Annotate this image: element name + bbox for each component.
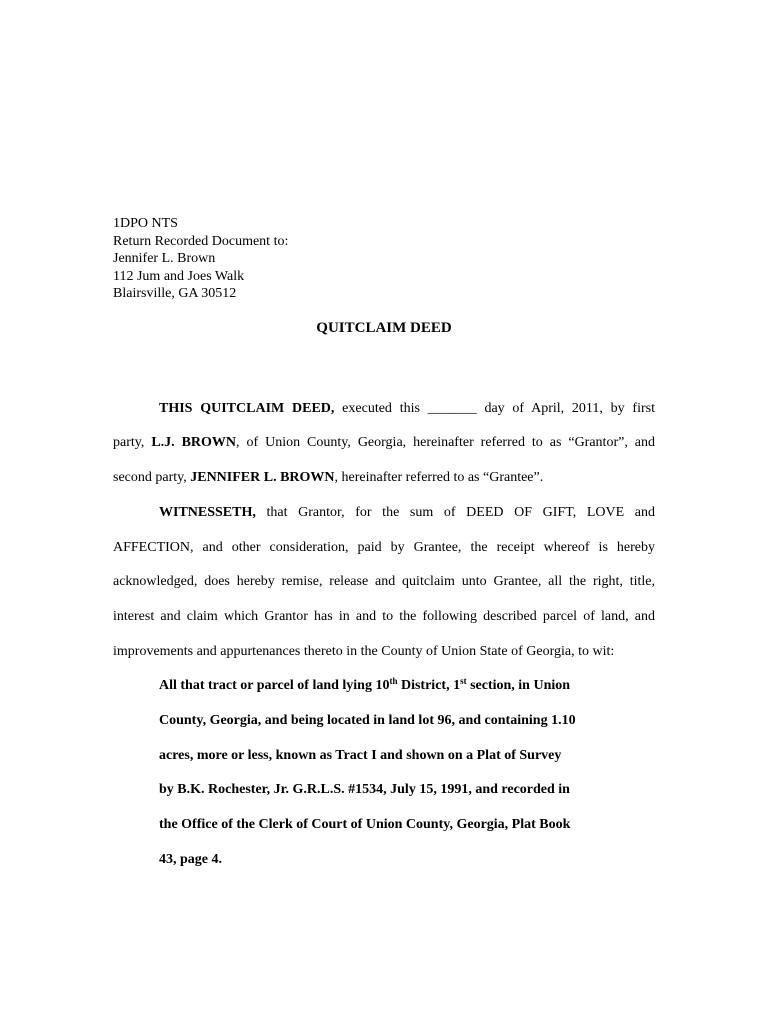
- property-line1-b: District, 1: [397, 678, 461, 693]
- para2-line4: interest and claim which Grantor has in and to the following described parcel of land, and: [113, 609, 655, 624]
- para1-line2-start: party,: [113, 435, 152, 450]
- para1-line1: [113, 400, 655, 418]
- para2-lead: WITNESSETH,: [159, 505, 256, 520]
- property-line5: the Office of the Clerk of Court of Union County, Georgia, Plat Book: [159, 817, 571, 832]
- return-address-block: [113, 215, 288, 303]
- para1-line2: [113, 434, 655, 452]
- property-line1: [159, 677, 570, 695]
- district-ordinal: th: [389, 676, 398, 686]
- para2-line1: [113, 504, 655, 522]
- property-line4: by B.K. Rochester, Jr. G.R.L.S. #1534, July 15, 1991, and recorded in: [159, 782, 570, 797]
- para2-line3: acknowledged, does hereby remise, release and quitclaim unto Grantee, all the right, title,: [113, 574, 655, 589]
- section-ordinal: st: [460, 676, 467, 686]
- para1-line3: [113, 469, 543, 487]
- property-line1-a: All that tract or parcel of land lying 10: [159, 678, 390, 693]
- grantor-name: L.J. BROWN: [151, 435, 237, 450]
- para1-lead: THIS QUITCLAIM DEED,: [159, 401, 335, 416]
- property-line6: 43, page 4.: [159, 852, 222, 867]
- property-line2: County, Georgia, and being located in land lot 96, and containing 1.10: [159, 713, 576, 728]
- para2-line1-text: that Grantor, for the sum of DEED OF GIFT, LOVE and: [255, 505, 655, 520]
- return-instruction: Return Recorded Document to:: [113, 233, 289, 249]
- para2-line2: AFFECTION, and other consideration, paid by Grantee, the receipt whereof is hereby: [113, 540, 655, 555]
- para2-line5: improvements and appurtenances thereto in the County of Union State of Georgia, to wit:: [113, 644, 615, 659]
- return-street: 112 Jum and Joes Walk: [113, 268, 245, 284]
- document-reference: 1DPO NTS: [113, 216, 178, 231]
- para1-line3-start: second party,: [113, 470, 191, 485]
- para1-line3-text: , hereinafter referred to as “Grantee”.: [334, 470, 544, 485]
- return-city: Blairsville, GA 30512: [113, 286, 237, 302]
- return-name: Jennifer L. Brown: [113, 251, 216, 267]
- property-line3: acres, more or less, known as Tract I and shown on a Plat of Survey: [159, 748, 562, 763]
- grantee-name: JENNIFER L. BROWN: [190, 470, 335, 485]
- para1-line1-text: executed this _______ day of April, 2011, by first: [334, 401, 655, 416]
- property-line1-c: section, in Union: [466, 678, 571, 693]
- document-title: QUITCLAIM DEED: [316, 320, 452, 336]
- para1-line2-text: , of Union County, Georgia, hereinafter referred to as “Grantor”, and: [236, 435, 655, 450]
